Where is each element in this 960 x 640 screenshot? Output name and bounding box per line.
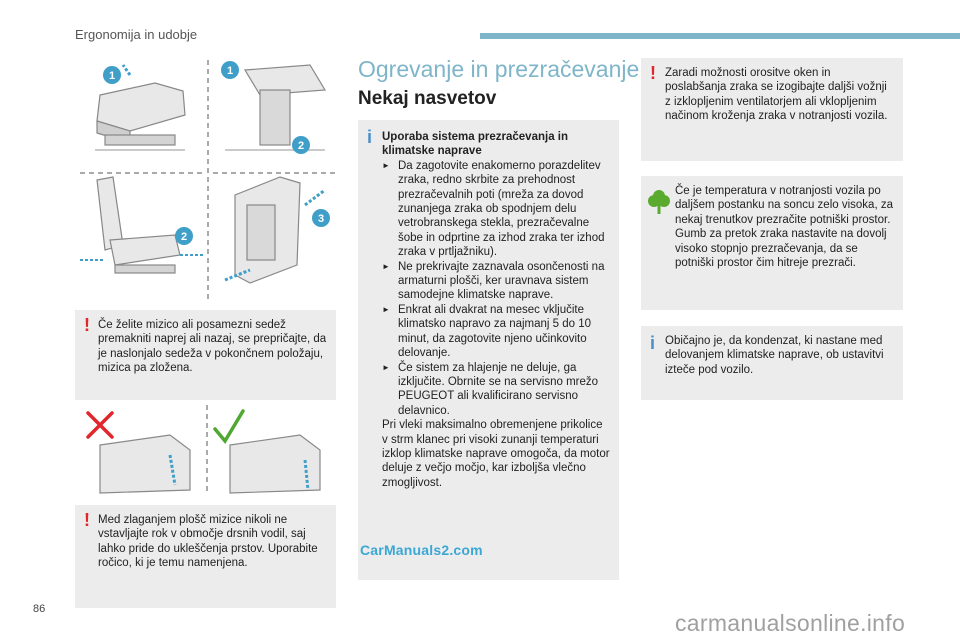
page-number: 86 [33,603,46,615]
list-item: ► Če sistem za hlajenje ne deluje, ga izključite. Obrnite se na servisno mrežo PEUGEOT ali kvalificirano servisno delavnico. [382,361,610,419]
eco-text-2: Gumb za pretok zraka nastavite na dovolj visoko stopnjo prezračevanja, da se potniški prostor čim hitreje prezrači. [675,228,887,270]
info-icon: i [367,127,373,147]
eco-tree-icon [648,188,670,214]
header-accent-bar [480,33,960,39]
badge-1b: 1 [226,65,234,77]
info-box-condensation [641,326,903,400]
correct-check-icon [215,411,243,441]
warning-icon: ! [84,315,90,335]
box-heading: Uporaba sistema prezračevanja in klimatske naprave [382,131,568,158]
warning-text: Če želite mizico ali posamezni sedež premakniti naprej ali nazaj, se prepričajte, da je naslonjalo sedeža v pokončnem položaju, mizica pa zložena. [98,319,327,375]
subsection-title: Nekaj nasvetov [358,88,497,109]
warning-box-recirculation [641,58,903,161]
info-text: Običajno je, da kondenzat, ki nastane med delovanjem klimatske naprave, ob ustavitvi izteče pod vozilo. [665,335,884,376]
towing-paragraph: Pri vleki maksimalno obremenjene prikolice v strm klanec pri visoki zunanji temperaturi izklop klimatske naprave omogoča, da motor deluje z večjo močjo, kar izboljša vlečno zmogljivost. [382,419,610,489]
wrong-cross-icon [88,413,112,437]
warning-icon: ! [84,510,90,530]
warning-icon: ! [650,63,656,83]
list-item: ► Ne prekrivajte zaznavala osončenosti na armaturni plošči, ker uravnava sistem samodejne klimatske naprave. [382,260,610,303]
section-title: Ogrevanje in prezračevanje [358,56,640,82]
seat-illustrations [75,55,340,305]
badge-2: 2 [297,140,305,152]
tips-list [382,159,610,418]
list-item: ► Da zagotovite enakomerno porazdelitev zraka, redno skrbite za prehodnost prezračevalnih poti (mreža za dovod zunanjega zraka ob spodnjem delu vetrobranskega stekla, prezračevalne šobe in odprtine za izhod zraka ter izhod zraka v prtljažniku). [382,159,610,260]
list-item: ► Enkrat ali dvakrat na mesec vključite klimatsko napravo za najmanj 5 do 10 minut, da zagotovite njeno učinkovito delovanje. [382,303,610,361]
badge-2b: 2 [180,231,188,243]
eco-text-1: Če je temperatura v notranjosti vozila po daljšem postanku na soncu zelo visoka, za nekaj trenutkov prezračite potniški prostor. [675,185,893,226]
watermark-carmanuals2: CarManuals2.com [360,542,483,558]
warning-box-table [75,310,336,400]
info-icon: i [650,333,656,353]
info-box-ventilation [358,120,619,580]
warning-text: Med zlaganjem plošč mizice nikoli ne vstavljajte rok v območje drsnih vodil, saj lahko pride do ukleščenja prstov. Uporabite ročico, ki je temu namenjena. [98,514,318,570]
warning-box-fingers [75,505,336,608]
do-dont-illustrations [80,405,335,497]
eco-box [641,176,903,310]
badge-1: 1 [108,70,116,82]
badge-3: 3 [317,213,325,225]
watermark-carmanualsonline: carmanualsonline.info [675,610,906,636]
section-header: Ergonomija in udobje [75,27,198,42]
warning-text: Zaradi možnosti orositve oken in poslabšanja zraka se izogibajte daljši vožnji z izklopljenim ventilatorjem ali vklopljenim načinom kroženja zraka v notranjosti vozila. [665,67,888,123]
